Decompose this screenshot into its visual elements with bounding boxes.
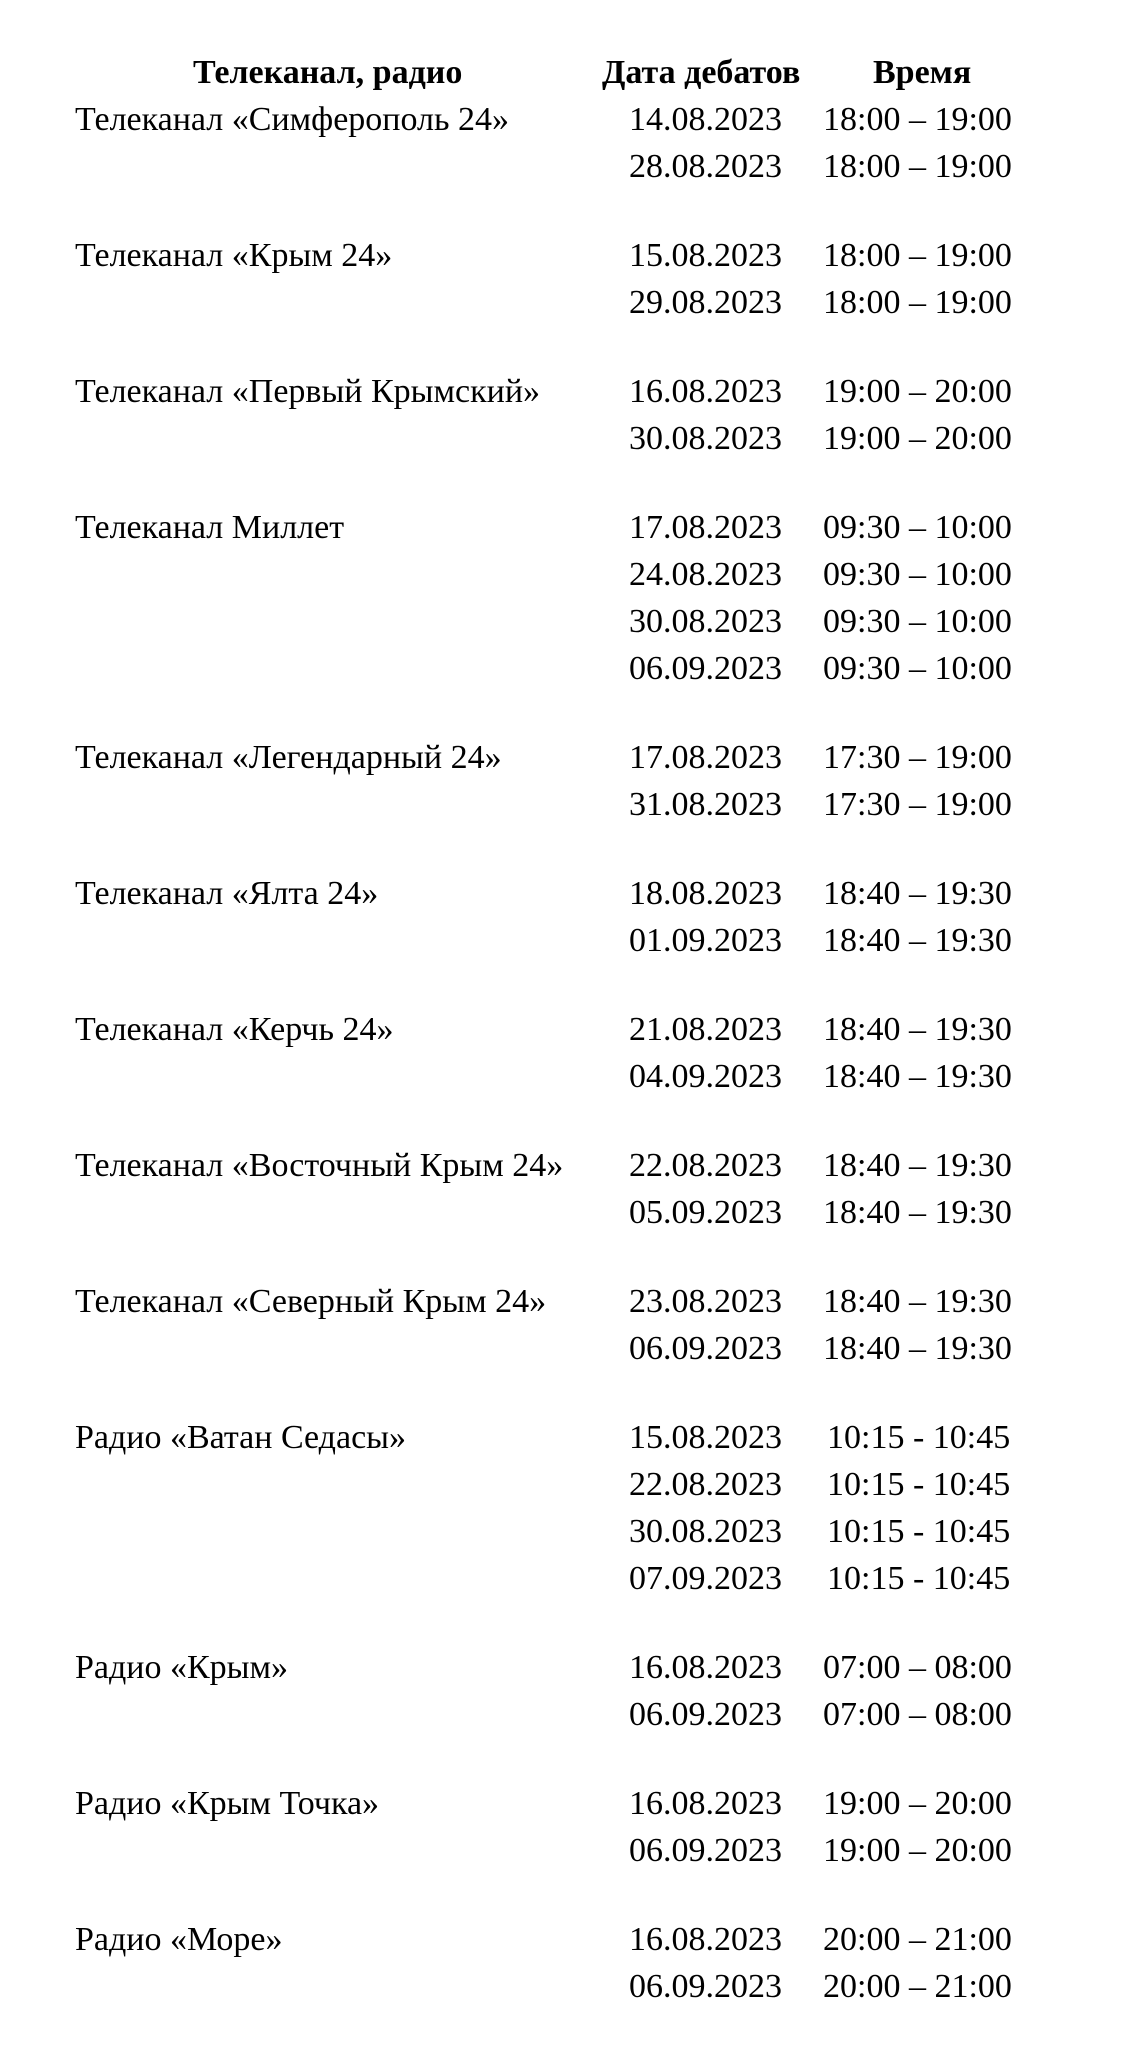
debate-date: 07.09.2023 <box>629 1560 782 1597</box>
channel-name: Телеканал Миллет <box>75 509 345 546</box>
channel-name: Телеканал «Симферополь 24» <box>75 101 509 138</box>
schedule-group <box>0 1916 1142 2010</box>
channel-name: Радио «Крым» <box>75 1649 289 1686</box>
debate-time: 18:40 – 19:30 <box>823 1283 1012 1320</box>
schedule-group <box>0 734 1142 828</box>
debate-date: 06.09.2023 <box>629 650 782 687</box>
header-channel: Телеканал, радио <box>193 54 463 91</box>
debate-time: 19:00 – 20:00 <box>823 1785 1012 1822</box>
schedule-row <box>0 645 1142 692</box>
debate-time: 18:40 – 19:30 <box>823 1058 1012 1095</box>
debate-time: 09:30 – 10:00 <box>823 509 1012 546</box>
debate-time: 18:00 – 19:00 <box>823 284 1012 321</box>
schedule-group <box>0 96 1142 190</box>
channel-name: Телеканал «Легендарный 24» <box>75 739 502 776</box>
debate-date: 14.08.2023 <box>629 101 782 138</box>
channel-name: Телеканал «Крым 24» <box>75 237 393 274</box>
debate-date: 15.08.2023 <box>629 1419 782 1456</box>
debate-date: 16.08.2023 <box>629 373 782 410</box>
schedule-row <box>0 781 1142 828</box>
schedule-group <box>0 1414 1142 1602</box>
channel-name: Телеканал «Северный Крым 24» <box>75 1283 547 1320</box>
schedule-row <box>0 598 1142 645</box>
schedule-group <box>0 504 1142 692</box>
debate-time: 18:40 – 19:30 <box>823 875 1012 912</box>
debate-time: 18:00 – 19:00 <box>823 237 1012 274</box>
debate-date: 06.09.2023 <box>629 1330 782 1367</box>
schedule-row <box>0 551 1142 598</box>
debate-time: 18:40 – 19:30 <box>823 922 1012 959</box>
debate-date: 06.09.2023 <box>629 1832 782 1869</box>
schedule-row <box>0 1006 1142 1053</box>
schedule-row <box>0 504 1142 551</box>
schedule-row <box>0 368 1142 415</box>
channel-name: Радио «Море» <box>75 1921 283 1958</box>
debate-time: 18:40 – 19:30 <box>823 1011 1012 1048</box>
debate-time: 18:00 – 19:00 <box>823 148 1012 185</box>
schedule-row <box>0 143 1142 190</box>
schedule-group <box>0 232 1142 326</box>
debate-date: 22.08.2023 <box>629 1466 782 1503</box>
debate-date: 29.08.2023 <box>629 284 782 321</box>
channel-name: Телеканал «Керчь 24» <box>75 1011 394 1048</box>
channel-name: Радио «Крым Точка» <box>75 1785 380 1822</box>
debate-date: 22.08.2023 <box>629 1147 782 1184</box>
schedule-row <box>0 1827 1142 1874</box>
debate-time: 10:15 - 10:45 <box>827 1419 1011 1456</box>
schedule-group <box>0 1278 1142 1372</box>
schedule-table <box>0 96 1142 2052</box>
debate-time: 07:00 – 08:00 <box>823 1649 1012 1686</box>
debate-date: 28.08.2023 <box>629 148 782 185</box>
schedule-row <box>0 917 1142 964</box>
debate-date: 24.08.2023 <box>629 556 782 593</box>
debate-date: 31.08.2023 <box>629 786 782 823</box>
debate-date: 21.08.2023 <box>629 1011 782 1048</box>
debate-date: 15.08.2023 <box>629 237 782 274</box>
debate-time: 17:30 – 19:00 <box>823 739 1012 776</box>
debate-time: 20:00 – 21:00 <box>823 1968 1012 2005</box>
debate-time: 18:00 – 19:00 <box>823 101 1012 138</box>
channel-name: Телеканал «Восточный Крым 24» <box>75 1147 564 1184</box>
debate-date: 05.09.2023 <box>629 1194 782 1231</box>
debate-date: 17.08.2023 <box>629 509 782 546</box>
schedule-row <box>0 1414 1142 1461</box>
debate-date: 16.08.2023 <box>629 1921 782 1958</box>
schedule-group <box>0 1780 1142 1874</box>
debate-time: 19:00 – 20:00 <box>823 420 1012 457</box>
schedule-row <box>0 415 1142 462</box>
debate-date: 16.08.2023 <box>629 1649 782 1686</box>
schedule-row <box>0 279 1142 326</box>
schedule-row <box>0 1461 1142 1508</box>
schedule-row <box>0 870 1142 917</box>
schedule-row <box>0 1691 1142 1738</box>
debate-time: 10:15 - 10:45 <box>827 1466 1011 1503</box>
channel-name: Телеканал «Первый Крымский» <box>75 373 541 410</box>
debate-time: 09:30 – 10:00 <box>823 603 1012 640</box>
debate-date: 04.09.2023 <box>629 1058 782 1095</box>
schedule-row <box>0 1278 1142 1325</box>
debate-time: 18:40 – 19:30 <box>823 1194 1012 1231</box>
schedule-group <box>0 1142 1142 1236</box>
debate-date: 01.09.2023 <box>629 922 782 959</box>
debate-time: 19:00 – 20:00 <box>823 1832 1012 1869</box>
debate-time: 07:00 – 08:00 <box>823 1696 1012 1733</box>
header-time: Время <box>873 54 972 91</box>
schedule-row <box>0 1325 1142 1372</box>
debate-time: 18:40 – 19:30 <box>823 1330 1012 1367</box>
schedule-row <box>0 1053 1142 1100</box>
schedule-group <box>0 870 1142 964</box>
debate-date: 30.08.2023 <box>629 1513 782 1550</box>
debate-date: 06.09.2023 <box>629 1696 782 1733</box>
schedule-row <box>0 1963 1142 2010</box>
channel-name: Телеканал «Ялта 24» <box>75 875 379 912</box>
debate-time: 10:15 - 10:45 <box>827 1513 1011 1550</box>
debate-date: 30.08.2023 <box>629 603 782 640</box>
schedule-row <box>0 232 1142 279</box>
schedule-row <box>0 1555 1142 1602</box>
debate-time: 09:30 – 10:00 <box>823 556 1012 593</box>
debate-time: 10:15 - 10:45 <box>827 1560 1011 1597</box>
schedule-row <box>0 96 1142 143</box>
debate-date: 30.08.2023 <box>629 420 782 457</box>
debate-date: 23.08.2023 <box>629 1283 782 1320</box>
schedule-group <box>0 1644 1142 1738</box>
debate-date: 17.08.2023 <box>629 739 782 776</box>
debate-date: 18.08.2023 <box>629 875 782 912</box>
header-date: Дата дебатов <box>602 54 801 91</box>
debate-date: 16.08.2023 <box>629 1785 782 1822</box>
debate-date: 06.09.2023 <box>629 1968 782 2005</box>
debate-time: 19:00 – 20:00 <box>823 373 1012 410</box>
schedule-row <box>0 1189 1142 1236</box>
debate-time: 20:00 – 21:00 <box>823 1921 1012 1958</box>
schedule-row <box>0 1508 1142 1555</box>
debate-time: 18:40 – 19:30 <box>823 1147 1012 1184</box>
debate-time: 09:30 – 10:00 <box>823 650 1012 687</box>
schedule-row <box>0 1780 1142 1827</box>
debate-time: 17:30 – 19:00 <box>823 786 1012 823</box>
channel-name: Радио «Ватан Седасы» <box>75 1419 407 1456</box>
schedule-group <box>0 368 1142 462</box>
schedule-row <box>0 1916 1142 1963</box>
schedule-row <box>0 1142 1142 1189</box>
schedule-row <box>0 1644 1142 1691</box>
schedule-group <box>0 1006 1142 1100</box>
schedule-row <box>0 734 1142 781</box>
table-header <box>0 50 1142 96</box>
